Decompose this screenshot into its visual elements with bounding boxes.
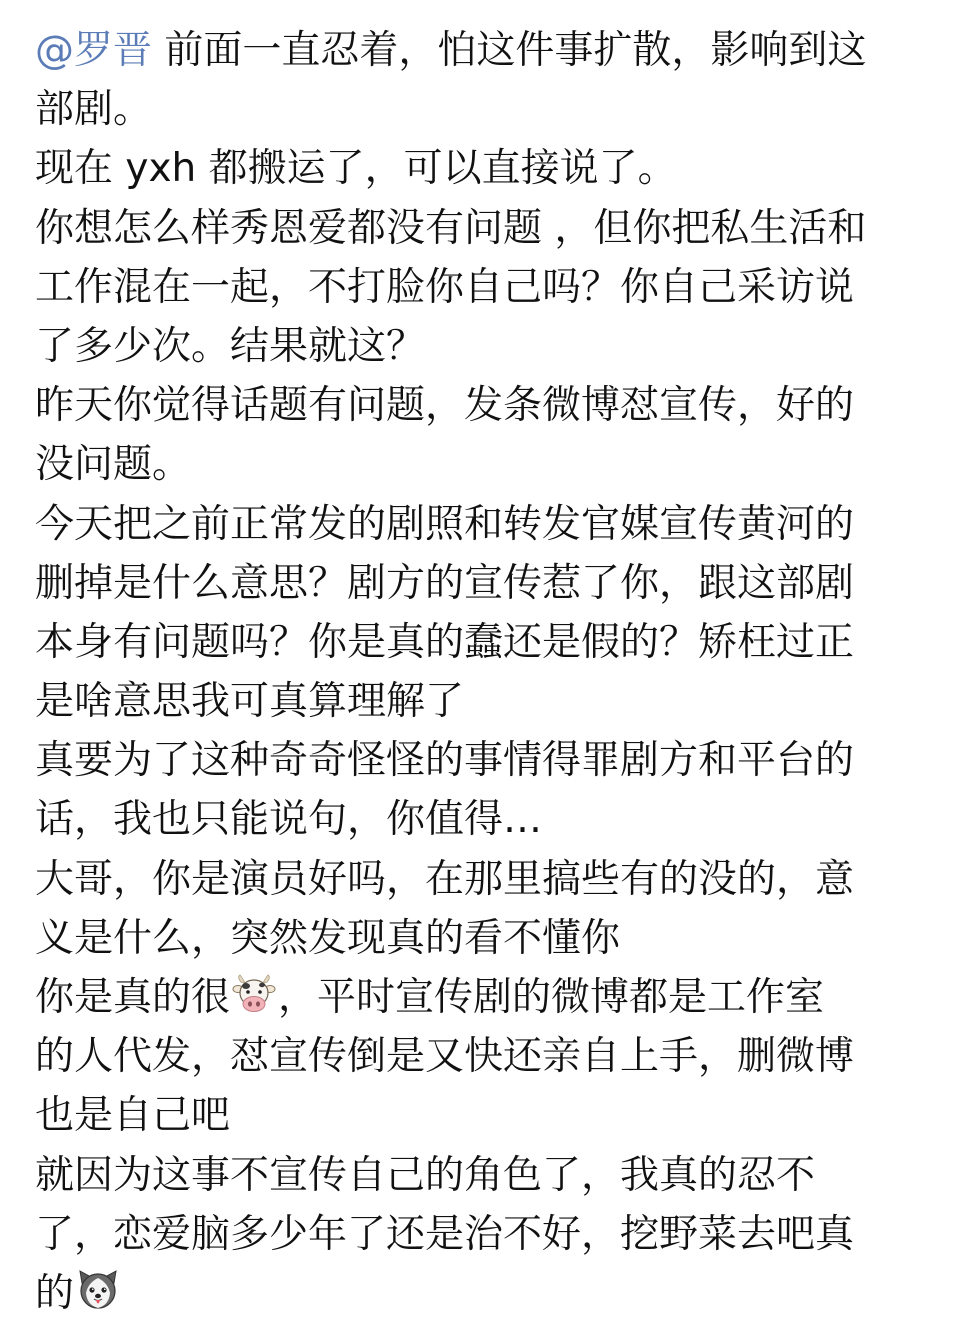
post-body xyxy=(35,0,925,1323)
post-line: 昨天你觉得话题有问题，发条微博怼宣传，好的 xyxy=(35,383,855,429)
post-line: 真要为了这种奇奇怪怪的事情得罪剧方和平台的 xyxy=(35,738,855,784)
post-text: 你是真的很 xyxy=(35,975,231,1020)
post-line: 了，恋爱脑多少年了还是治不好，挖野菜去吧真 xyxy=(35,1211,855,1257)
post-line: 话，我也只能说句，你值得… xyxy=(35,797,543,843)
post-text: 前面一直忍着，怕这件事扩散，影响到这 xyxy=(152,28,867,73)
user-mention-link[interactable]: @罗晋 xyxy=(35,28,153,73)
post-line: 的人代发，怼宣传倒是又快还亲自上手，删微博 xyxy=(35,1034,855,1080)
post-line: 今天把之前正常发的剧照和转发官媒宣传黄河的 xyxy=(35,501,855,547)
post-line xyxy=(35,1264,925,1323)
post-line: 了多少次。结果就这？ xyxy=(35,323,426,369)
post-line: 部剧。 xyxy=(35,87,153,133)
post-line xyxy=(35,968,925,1027)
cow-face-icon xyxy=(232,973,276,1017)
post-line: 你想怎么样秀恩爱都没有问题 ，但你把私生活和 xyxy=(35,205,867,251)
post-text: ，平时宣传剧的微博都是工作室 xyxy=(278,975,825,1020)
post-line: 就因为这事不宣传自己的角色了，我真的忍不 xyxy=(35,1152,816,1198)
post-line xyxy=(35,21,925,80)
post-line: 没问题。 xyxy=(35,442,192,488)
post-line: 删掉是什么意思？剧方的宣传惹了你，跟这部剧 xyxy=(35,560,855,606)
post-line: 是啥意思我可真算理解了 xyxy=(35,679,465,725)
post-line: 本身有问题吗？你是真的蠢还是假的？矫枉过正 xyxy=(35,619,855,665)
post-text: 的 xyxy=(35,1270,75,1316)
post-line: 义是什么，突然发现真的看不懂你 xyxy=(35,915,621,961)
post-line: 现在 yxh 都搬运了，可以直接说了。 xyxy=(35,146,677,192)
post-line: 大哥，你是演员好吗，在那里搞些有的没的，意 xyxy=(35,856,855,902)
post-line: 工作混在一起，不打脸你自己吗？你自己采访说 xyxy=(35,264,855,310)
post-line: 也是自己吧 xyxy=(35,1093,231,1139)
dog-face-icon xyxy=(76,1269,120,1313)
